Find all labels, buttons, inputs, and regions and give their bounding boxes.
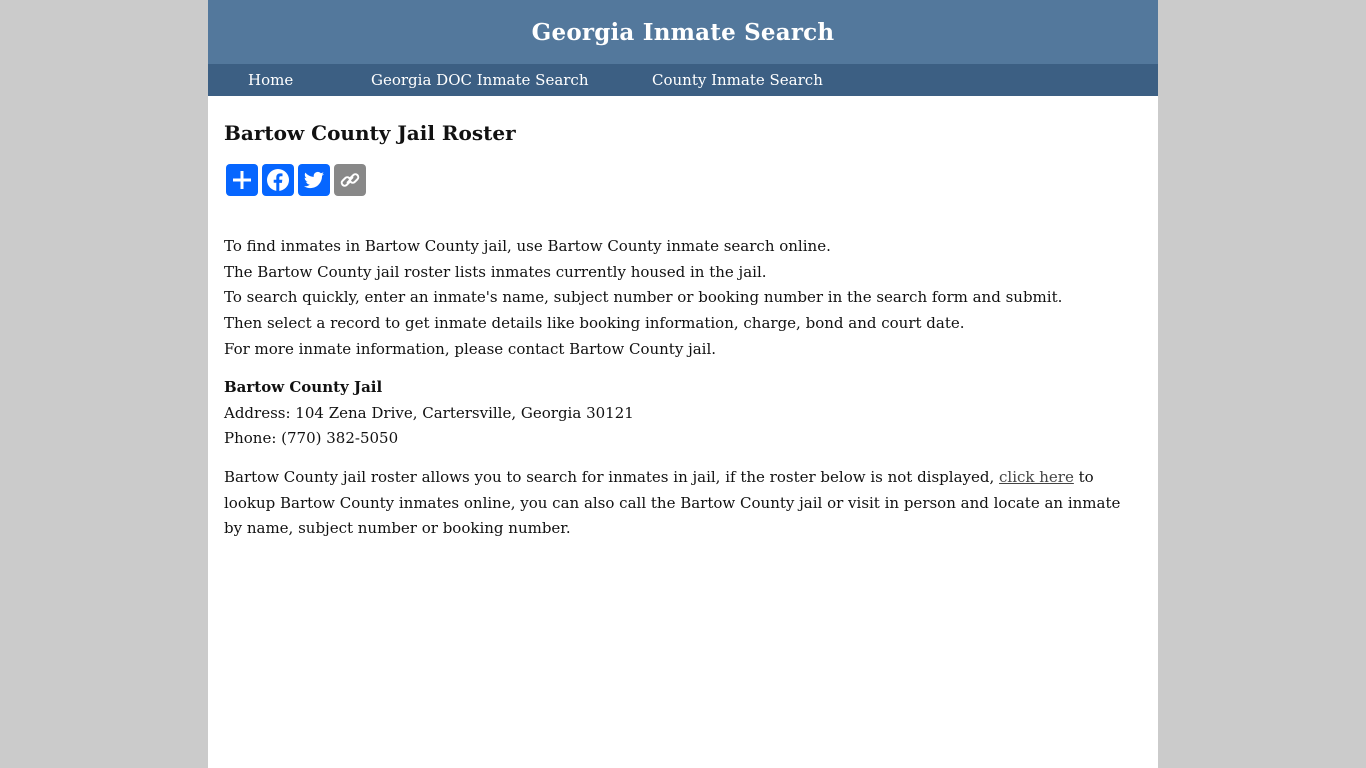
jail-name: Bartow County Jail <box>224 378 383 396</box>
share-bar <box>226 164 366 196</box>
nav-county-search-link[interactable]: County Inmate Search <box>652 71 823 89</box>
jail-info <box>224 375 1144 452</box>
copy-link-icon <box>338 168 362 192</box>
intro-line: The Bartow County jail roster lists inmates currently housed in the jail. <box>224 262 767 281</box>
site-header <box>208 0 1158 64</box>
page-container <box>208 0 1158 768</box>
roster-note-after: to lookup Bartow County inmates online, you can also call the Bartow County jail or visit in person and locate an inmate by name, subject number or booking number. <box>224 468 1121 538</box>
intro-line: For more inmate information, please contact Bartow County jail. <box>224 339 717 358</box>
facebook-icon <box>266 168 290 192</box>
share-plus-icon <box>230 168 254 192</box>
main-nav <box>208 64 1158 96</box>
intro-text <box>224 234 1144 363</box>
site-title[interactable]: Georgia Inmate Search <box>531 18 835 46</box>
roster-note-before: Bartow County jail roster allows you to search for inmates in jail, if the roster below is not displayed, <box>224 468 1000 486</box>
intro-line: To find inmates in Bartow County jail, use Bartow County inmate search online. <box>224 237 831 255</box>
nav-georgia-doc-link[interactable]: Georgia DOC Inmate Search <box>371 71 589 89</box>
jail-address: Address: 104 Zena Drive, Cartersville, Georgia 30121 <box>224 403 634 422</box>
nav-home-link[interactable]: Home <box>248 71 294 89</box>
twitter-icon <box>302 168 326 192</box>
copy-link-button[interactable] <box>334 164 366 196</box>
intro-line: Then select a record to get inmate details like booking information, charge, bond and court date. <box>224 314 965 333</box>
twitter-share-button[interactable] <box>298 164 330 196</box>
click-here-link[interactable]: click here <box>999 468 1074 486</box>
jail-phone: Phone: (770) 382-5050 <box>224 429 399 448</box>
page-title: Bartow County Jail Roster <box>224 121 516 145</box>
share-plus-button[interactable] <box>226 164 258 196</box>
facebook-share-button[interactable] <box>262 164 294 196</box>
intro-line: To search quickly, enter an inmate's name, subject number or booking number in the search form and submit. <box>224 288 1063 307</box>
roster-note <box>224 465 1142 542</box>
